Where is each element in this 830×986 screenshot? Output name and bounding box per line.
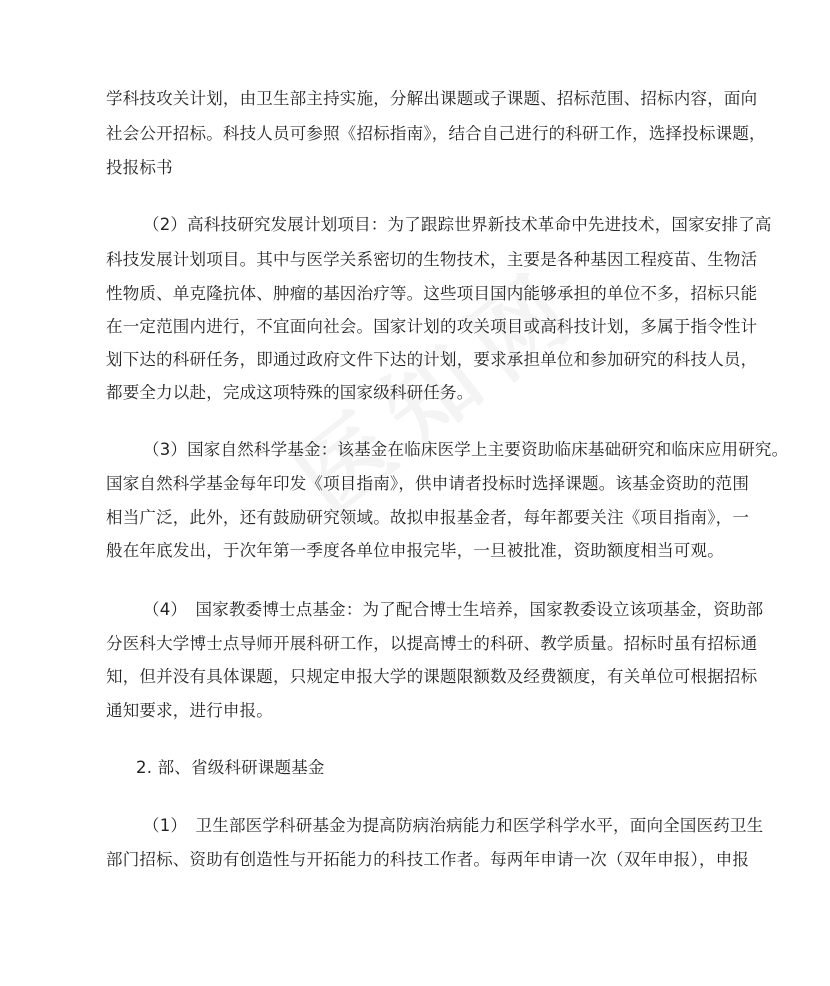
paragraph-line: 都要全力以赴，完成这项特殊的国家级科研任务。	[106, 383, 474, 402]
paragraph-line: 学科技攻关计划，由卫生部主持实施，分解出课题或子课题、招标范围、招标内容，面向	[106, 89, 758, 108]
paragraph-line: 分医科大学博士点导师开展科研工作，以提高博士的科研、教学质量。招标时虽有招标通	[106, 634, 758, 653]
section-heading: 2. 部、省级科研课题基金	[136, 758, 325, 777]
paragraph-line: 划下达的科研任务，即通过政府文件下达的计划，要求承担单位和参加研究的科技人员，	[106, 350, 758, 369]
paragraph-line: 国家自然科学基金每年印发《项目指南》，供申请者投标时选择课题。该基金资助的范围	[106, 474, 750, 493]
paragraph-line: 般在年底发出，于次年第一季度各单位申报完毕，一旦被批准，资助额度相当可观。	[106, 541, 724, 560]
paragraph-line: 社会公开招标。科技人员可参照《招标指南》，结合自己进行的科研工作，选择投标课题，	[106, 124, 766, 143]
paragraph-first-line: （2）高科技研究发展计划项目：为了跟踪世界新技术革命中先进技术，国家安排了高	[143, 215, 772, 234]
paragraph-line: 相当广泛，此外，还有鼓励研究领域。故拟申报基金者，每年都要关注《项目指南》，一	[106, 508, 750, 527]
paragraph-line: 性物质、单克隆抗体、肿瘤的基因治疗等。这些项目国内能够承担的单位不多，招标只能	[106, 284, 758, 303]
paragraph-line: 知，但并没有具体课题，只规定申报大学的课题限额数及经费额度，有关单位可根据招标	[106, 667, 758, 686]
paragraph-line: 投报标书	[106, 158, 173, 177]
paragraph-line: 通知要求，进行申报。	[106, 701, 273, 720]
paragraph-first-line: （1） 卫生部医学科研基金为提高防病治病能力和医学科学水平，面向全国医药卫生	[143, 816, 764, 835]
paragraph-line: 科技发展计划项目。其中与医学关系密切的生物技术，主要是各种基因工程疫苗、生物活	[106, 250, 758, 269]
paragraph-line: 在一定范围内进行，不宜面向社会。国家计划的攻关项目或高科技计划，多属于指令性计	[106, 317, 758, 336]
paragraph-first-line: （3）国家自然科学基金：该基金在临床医学上主要资助临床基础研究和临床应用研究。	[143, 440, 789, 459]
paragraph-line: 部门招标、资助有创造性与开拓能力的科技工作者。每两年申请一次（双年申报），申报	[106, 850, 750, 869]
paragraph-first-line: （4） 国家教委博士点基金：为了配合博士生培养，国家教委设立该项基金，资助部	[143, 600, 764, 619]
